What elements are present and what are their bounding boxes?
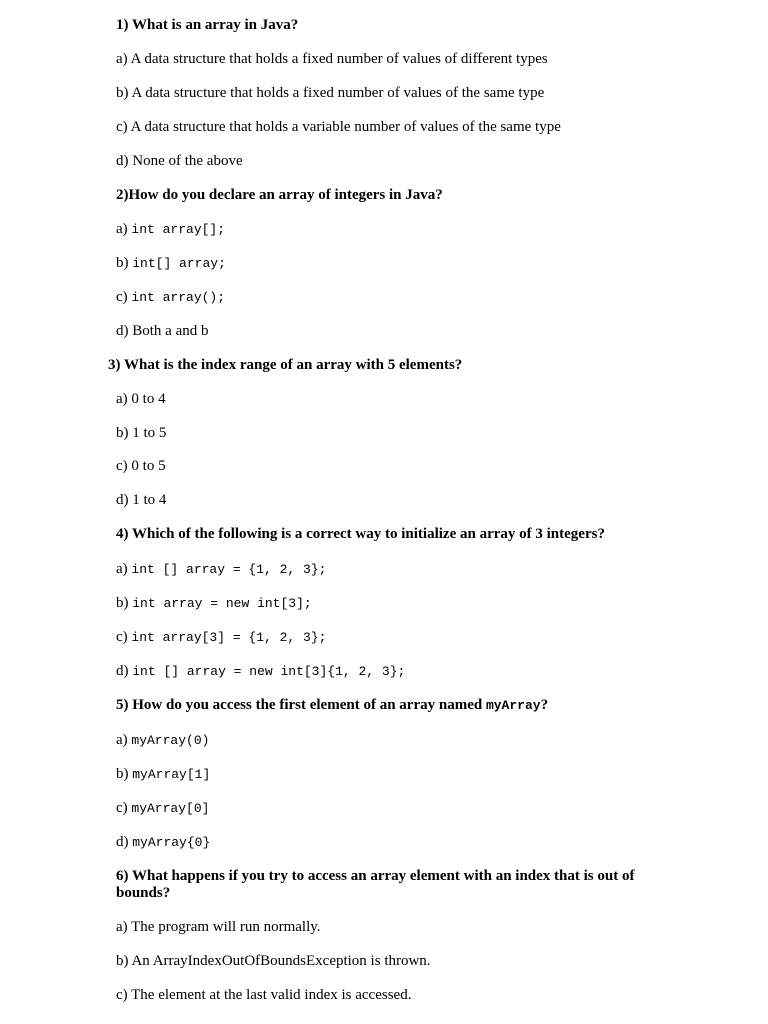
- option-prefix: d): [116, 323, 129, 339]
- option-prefix: c): [116, 629, 128, 645]
- question-2-option-a: [116, 221, 225, 238]
- option-text: The element at the last valid index is accessed.: [131, 987, 412, 1003]
- option-code: int [] array = {1, 2, 3};: [131, 562, 327, 577]
- option-prefix: d): [116, 492, 129, 508]
- option-text: 0 to 4: [131, 391, 166, 407]
- option-text: Both a and b: [132, 323, 209, 339]
- question-2-option-b: [116, 255, 226, 272]
- question-3-option-a: [116, 391, 166, 408]
- option-prefix: b): [116, 255, 129, 271]
- question-4-option-a: [116, 561, 326, 578]
- option-text: A data structure that holds a variable number of values of the same type: [130, 119, 561, 135]
- question-2-option-c: [116, 289, 225, 306]
- option-prefix: d): [116, 663, 129, 679]
- question-3-option-c: [116, 458, 166, 475]
- option-prefix: b): [116, 953, 129, 969]
- option-code: int array[];: [131, 222, 226, 237]
- option-prefix: c): [116, 119, 128, 135]
- question-5-option-d: [116, 834, 210, 851]
- option-prefix: b): [116, 595, 129, 611]
- option-prefix: c): [116, 458, 128, 474]
- option-text: 1 to 5: [132, 425, 167, 441]
- option-prefix: c): [116, 800, 128, 816]
- option-prefix: b): [116, 85, 129, 101]
- option-prefix: b): [116, 425, 129, 441]
- question-3-option-d: [116, 492, 166, 509]
- question-4-option-b: [116, 595, 312, 612]
- question-1-option-c: [116, 119, 561, 136]
- question-4-option-d: [116, 663, 405, 680]
- question-5-text: 5) How do you access the first element of an array named: [116, 697, 486, 713]
- question-4: 4) Which of the following is a correct way to initialize an array of 3 integers?: [116, 526, 605, 542]
- question-3: 3) What is the index range of an array with 5 elements?: [108, 357, 463, 373]
- option-prefix: d): [116, 834, 129, 850]
- option-code: myArray[0]: [131, 801, 210, 816]
- option-prefix: a): [116, 561, 128, 577]
- question-1-option-a: [116, 51, 548, 68]
- question-5-option-b: [116, 766, 210, 783]
- option-text: 1 to 4: [132, 492, 167, 508]
- question-2: 2)How do you declare an array of integers in Java?: [116, 187, 443, 203]
- option-code: int array[3] = {1, 2, 3};: [131, 630, 327, 645]
- option-text: The program will run normally.: [131, 919, 321, 935]
- option-prefix: d): [116, 153, 129, 169]
- question-1: 1) What is an array in Java?: [116, 17, 299, 33]
- option-prefix: b): [116, 766, 129, 782]
- option-prefix: a): [116, 919, 128, 935]
- option-prefix: a): [116, 391, 128, 407]
- option-code: int[] array;: [132, 256, 226, 271]
- question-5-option-c: [116, 800, 209, 817]
- option-code: myArray(0): [131, 733, 210, 748]
- question-6: 6) What happens if you try to access an array element with an index that is out of bounds?: [116, 868, 635, 901]
- option-prefix: c): [116, 987, 128, 1003]
- option-text: 0 to 5: [131, 458, 166, 474]
- question-6-option-a: [116, 919, 321, 936]
- question-6-option-c: [116, 987, 411, 1004]
- option-code: myArray[1]: [132, 767, 211, 782]
- question-1-option-d: [116, 153, 243, 170]
- question-5-suffix: ?: [540, 697, 549, 713]
- option-prefix: a): [116, 732, 128, 748]
- option-prefix: a): [116, 51, 128, 67]
- question-2-option-d: [116, 323, 209, 340]
- question-1-option-b: [116, 85, 544, 102]
- option-code: myArray{0}: [132, 835, 211, 850]
- option-text: A data structure that holds a fixed number of values of the same type: [131, 85, 545, 101]
- question-5: [116, 697, 548, 714]
- option-prefix: a): [116, 221, 128, 237]
- option-code: int array();: [131, 290, 226, 305]
- option-text: An ArrayIndexOutOfBoundsException is thrown.: [131, 953, 431, 969]
- option-text: None of the above: [132, 153, 243, 169]
- option-prefix: c): [116, 289, 128, 305]
- question-4-option-c: [116, 629, 326, 646]
- question-5-code: myArray: [485, 698, 541, 713]
- question-3-option-b: [116, 425, 166, 442]
- option-code: int array = new int[3];: [132, 596, 312, 611]
- question-6-option-b: [116, 953, 431, 970]
- question-5-option-a: [116, 732, 209, 749]
- option-code: int [] array = new int[3]{1, 2, 3};: [132, 664, 406, 679]
- option-text: A data structure that holds a fixed number of values of different types: [130, 51, 548, 67]
